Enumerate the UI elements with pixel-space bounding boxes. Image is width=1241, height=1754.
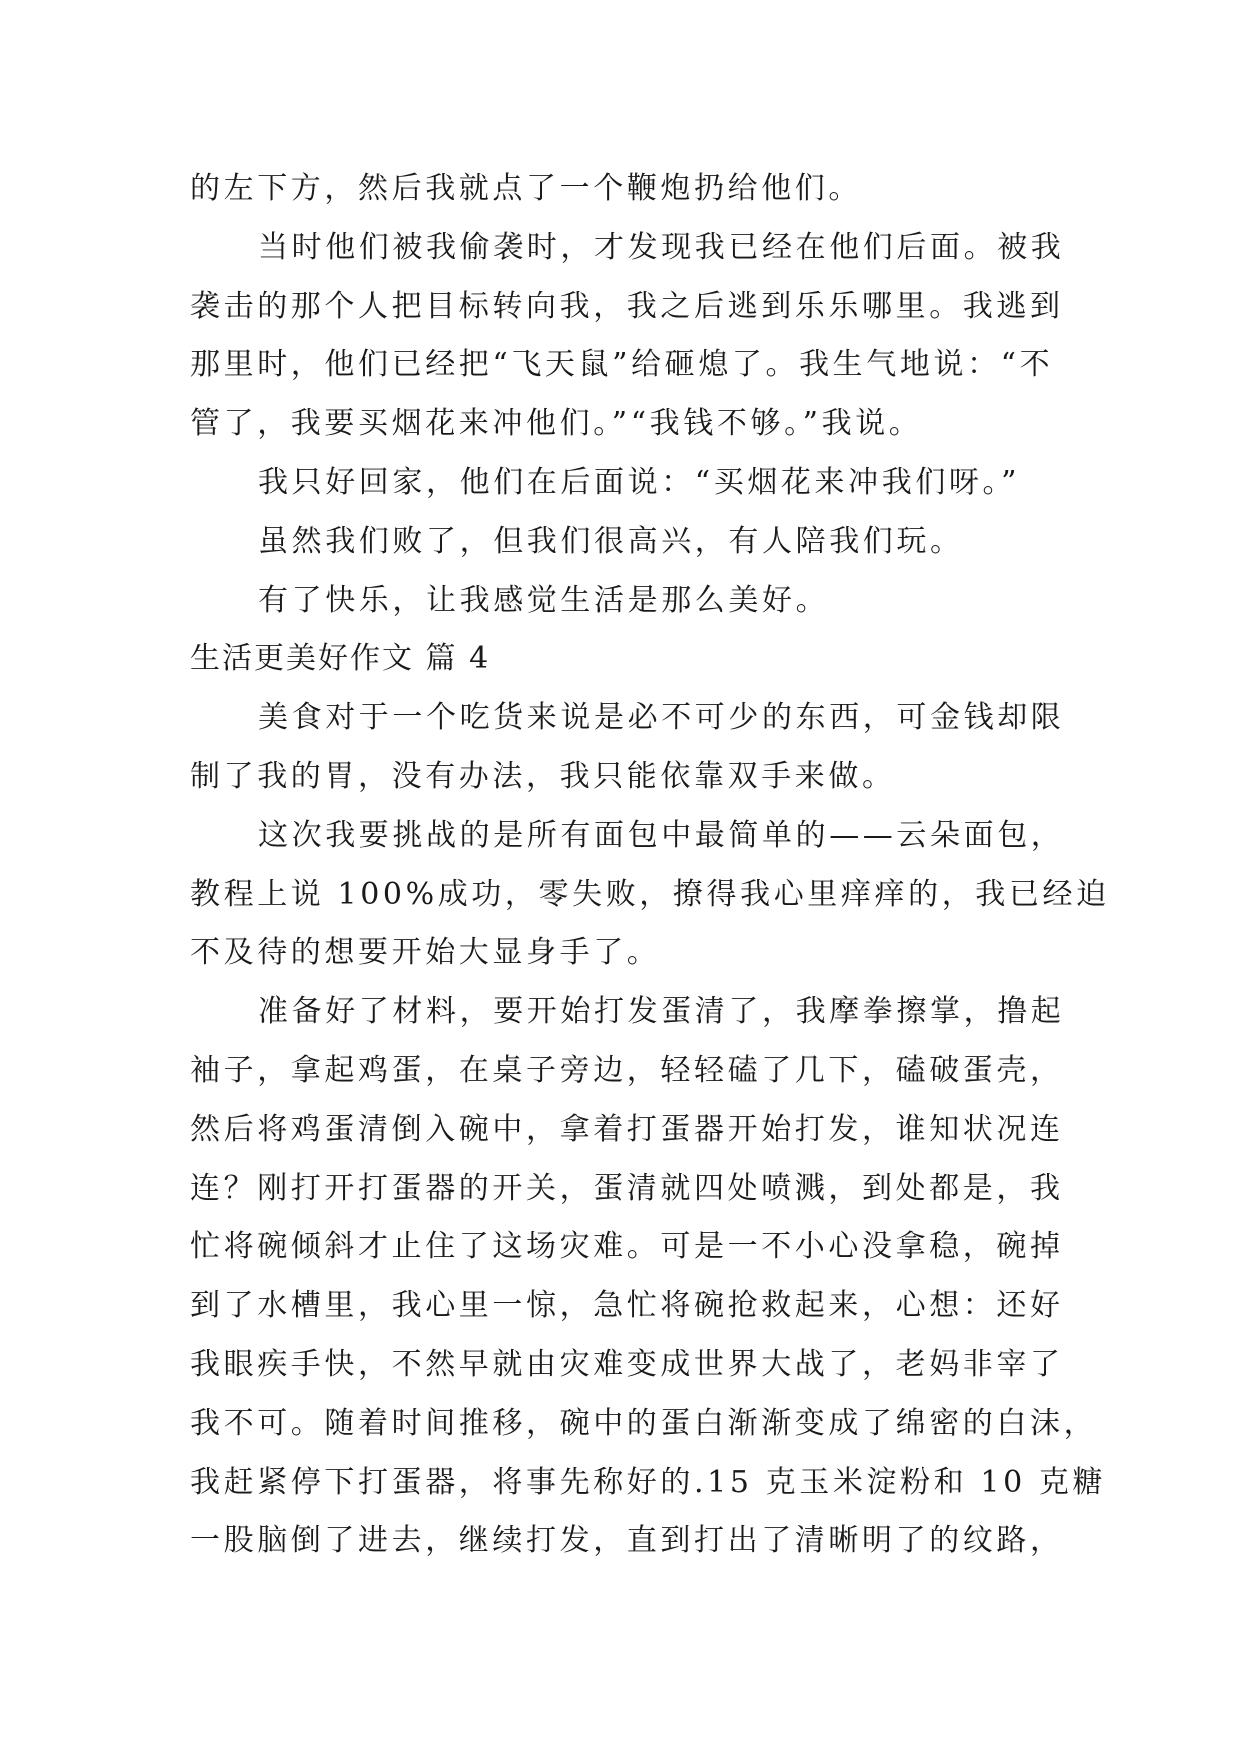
section-heading: 生活更美好作文 篇 4 [190, 641, 491, 677]
text-line: 我只好回家，他们在后面说：“买烟花来冲我们呀。” [258, 464, 1021, 500]
text-line: 袭击的那个人把目标转向我，我之后逃到乐乐哪里。我逃到 [190, 288, 1064, 324]
text-line: 这次我要挑战的是所有面包中最简单的——云朵面包， [258, 817, 1065, 853]
text-line: 袖子，拿起鸡蛋，在桌子旁边，轻轻磕了几下，磕破蛋壳， [190, 1052, 1064, 1088]
text-line: 一股脑倒了进去，继续打发，直到打出了清晰明了的纹路， [190, 1523, 1064, 1559]
text-line: 我不可。随着时间推移，碗中的蛋白渐渐变成了绵密的白沫， [190, 1405, 1098, 1441]
text-line: 的左下方，然后我就点了一个鞭炮扔给他们。 [190, 171, 862, 206]
text-line: 不及待的想要开始大显身手了。 [190, 935, 661, 971]
text-line: 当时他们被我偷袭时，才发现我已经在他们后面。被我 [258, 229, 1065, 265]
document-page [190, 160, 1110, 1571]
text-line: 忙将碗倾斜才止住了这场灾难。可是一不小心没拿稳，碗掉 [190, 1229, 1064, 1265]
text-line: 到了水槽里，我心里一惊，急忙将碗抢救起来，心想：还好 [190, 1288, 1064, 1324]
text-line: 教程上说 100%成功，零失败，撩得我心里痒痒的，我已经迫 [190, 876, 1110, 912]
text-line: 然后将鸡蛋清倒入碗中，拿着打蛋器开始打发，谁知状况连 [190, 1111, 1064, 1147]
text-line: 那里时，他们已经把“飞天鼠”给砸熄了。我生气地说：“不 [190, 347, 1054, 383]
text-line: 管了，我要买烟花来冲他们。”“我钱不够。”我说。 [190, 406, 923, 442]
text-line: 连？刚打开打蛋器的开关，蛋清就四处喷溅，到处都是，我 [190, 1170, 1064, 1206]
text-line: 准备好了材料，要开始打发蛋清了，我摩拳擦掌，撸起 [258, 994, 1065, 1030]
text-line: 美食对于一个吃货来说是必不可少的东西，可金钱却限 [258, 700, 1065, 736]
text-line: 我眼疾手快，不然早就由灾难变成世界大战了，老妈非宰了 [190, 1346, 1064, 1382]
text-line: 虽然我们败了，但我们很高兴，有人陪我们玩。 [258, 523, 964, 559]
text-line: 我赶紧停下打蛋器，将事先称好的.15 克玉米淀粉和 10 克糖 [190, 1464, 1107, 1500]
text-line: 制了我的胃，没有办法，我只能依靠双手来做。 [190, 758, 896, 794]
text-line: 有了快乐，让我感觉生活是那么美好。 [258, 582, 830, 618]
